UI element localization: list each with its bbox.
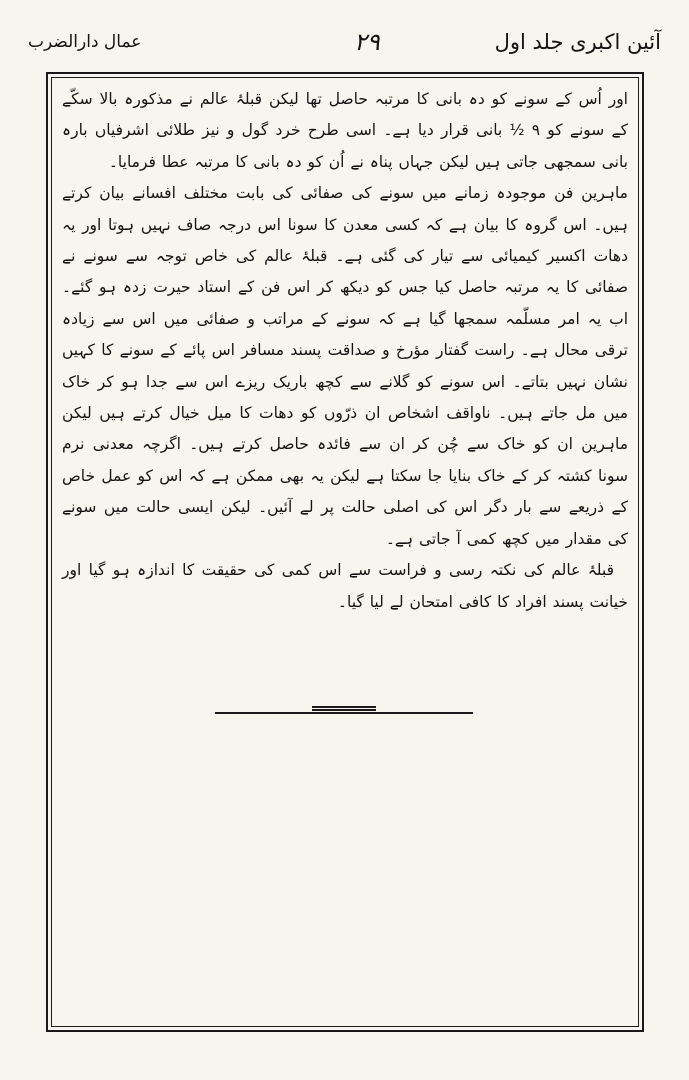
rule-ornament <box>312 706 376 711</box>
paragraph: ماہرین فن موجودہ زمانے میں سونے کی صفائی کی بابت مختلف افسانے بیان کرتے ہیں۔ اس گروہ کا بیان ہے کہ کسی معدن کا سونا اس درجہ صاف نہیں ہوتا اور یہ دھات اکسیر کیمیائی سے تیار کی گئی ہے۔ قبلۂ عالم کی خاص توجہ سے سونے نے صفائی کا یہ مرتبہ حاصل کیا جس کو دیکھ کر اس فن کے استاد حیرت زدہ ہو گئے۔ اب یہ امر مسلّمہ سمجھا گیا ہے کہ سونے کے مراتب و صفائی میں اس سے زیادہ ترقی محال ہے۔ راست گفتار مؤرخ و صداقت پسند مسافر اس پائے کے سونے کا کہیں نشان نہیں بتاتے۔ اس سونے کو گلانے سے کچھ باریک ریزے اس سے جدا ہو کر خاک میں مل جاتے ہیں۔ ناواقف اشخاص ان ذرّوں کو دھات کا میل خیال کرتے ہیں لیکن ماہرین ان کو خاک سے چُن کر ان سے فائدہ حاصل کرتے ہیں۔ اگرچہ معدنی نرم سونا کشتہ کر کے خاک بنایا جا سکتا ہے لیکن یہ بھی ممکن ہے کہ اس کو عمل خاص کے ذریعے سے بار دگر اس کی اصلی حالت پر لے آئیں۔ لیکن ایسی حالت میں سونے کی مقدار میں کچھ کمی آ جاتی ہے۔ <box>62 184 628 548</box>
body-text <box>62 84 628 704</box>
running-header <box>28 26 661 62</box>
section-title: عمال دارالضرب <box>28 32 142 52</box>
paragraph: اور اُس کے سونے کو دہ بانی کا مرتبہ حاصل تھا لیکن قبلۂ عالم نے مذکورہ بالا سکّے کے سونے کو ۹ ½ بانی قرار دیا ہے۔ اسی طرح خرد گول و نیز طلائی اشرفیاں بارہ بانی سمجھی جاتی ہیں لیکن جہاں پناہ نے اُن کو دہ بانی کا مرتبہ عطا فرمایا۔ <box>62 90 628 171</box>
page-number: ۲۹ <box>354 28 380 56</box>
paragraph: قبلۂ عالم کی نکتہ رسی و فراست سے اس کمی کی حقیقت کا اندازہ ہو گیا اور خیانت پسند افراد کا کافی امتحان لے لیا گیا۔ <box>62 561 628 611</box>
section-end-rule <box>215 712 473 714</box>
book-title: آئین اکبری جلد اول <box>494 30 661 54</box>
